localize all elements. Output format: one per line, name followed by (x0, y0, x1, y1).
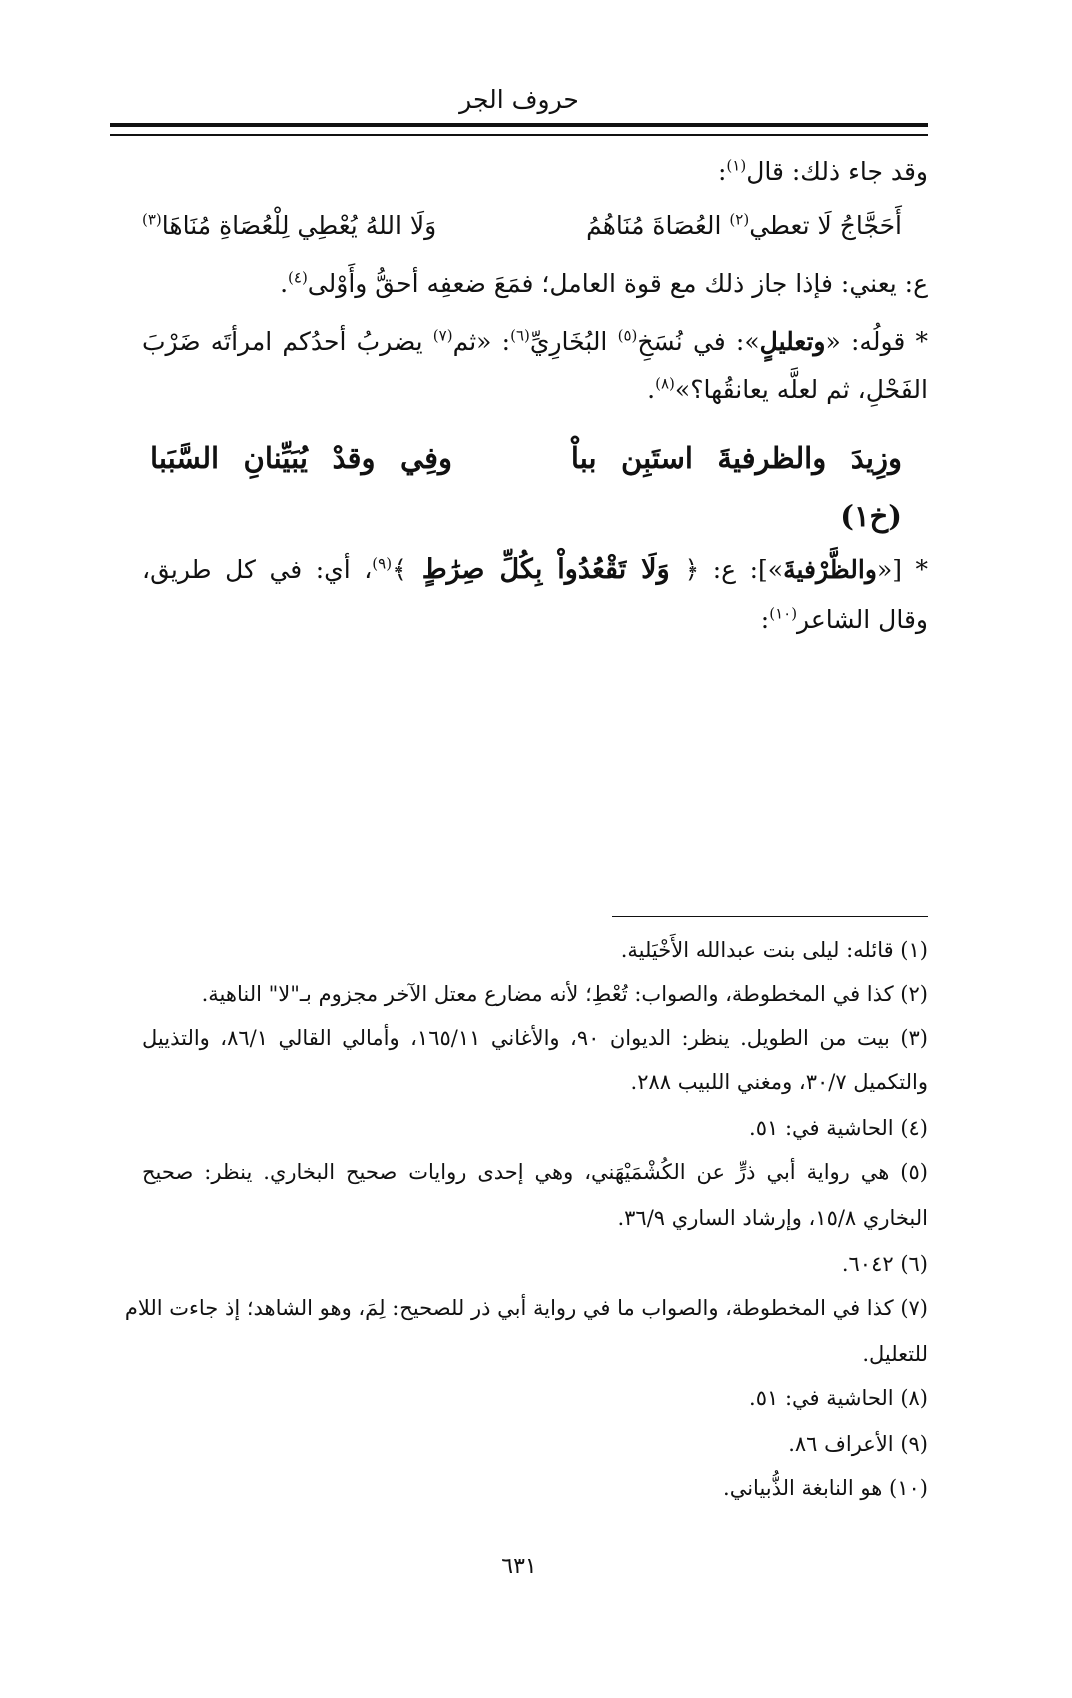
text: أَحَجَّاجُ لَا تعطي (749, 211, 902, 240)
footnote-ref[interactable]: (٨) (655, 374, 675, 393)
footnote-ref[interactable]: (١) (726, 156, 747, 175)
text: : (760, 605, 770, 634)
footnote-ref[interactable]: (٦) (510, 326, 530, 345)
text: . (280, 269, 289, 298)
footnote-separator (612, 916, 928, 917)
matn-word: استَبِن (621, 441, 693, 475)
verse-first-hemistich (586, 204, 902, 248)
matn-tag: (خ١) (840, 499, 902, 533)
text: الفَحْلِ، ثم لعلَّه يعانقُها؟» (674, 375, 928, 404)
footnote-3-line-2: والتكميل ٣٠/٧، ومغني اللبيب ٢٨٨. (630, 1070, 928, 1094)
footnote-ref[interactable]: (٥) (617, 326, 638, 345)
running-header: حروف الجر (459, 85, 579, 114)
text: يضربُ أحدُكم امرأتَه ضَرْبَ (142, 327, 433, 356)
matn-verse (150, 432, 902, 484)
footnote-10: (١٠) هو النابغة الذُّبياني. (723, 1476, 928, 1500)
page-number: ٦٣١ (501, 1554, 537, 1579)
text: : (717, 157, 727, 186)
matn-word: يُبَيِّنانِ (243, 441, 309, 475)
body-line-4 (142, 320, 928, 364)
keyword: والظَّرْفيةَ (783, 555, 877, 584)
body-line-3 (142, 262, 928, 306)
footnote-9: (٩) الأعراف ٨٦. (788, 1432, 928, 1456)
text: ع: يعني: فإذا جاز ذلك مع قوة العامل؛ فمَعَ ضعفِه أحقُّ وأَوْلى (307, 269, 928, 298)
body-line-8 (142, 548, 928, 592)
footnote-ref[interactable]: (٣) (142, 210, 162, 229)
matn-word: وقدْ (332, 441, 376, 475)
text: * [« (876, 555, 929, 584)
footnote-8: (٨) الحاشية في: ٥١. (749, 1386, 928, 1410)
text: وَلَا اللهُ يُعْطِي لِلْعُصَاةِ مُنَاهَا (161, 211, 437, 240)
matn-word: السَّبَبا (150, 441, 220, 475)
footnote-ref[interactable]: (١٠) (769, 604, 798, 623)
text: البُخَارِيِّ (529, 327, 618, 356)
matn-word: والظرفيةَ (717, 441, 827, 475)
text: وقال الشاعر (797, 605, 928, 634)
footnote-5-line-2: البخاري ١٥/٨، وإرشاد الساري ٣٦/٩. (617, 1206, 928, 1230)
body-line-1 (142, 150, 928, 194)
footnote-1: (١) قائله: ليلى بنت عبدالله الأَخْيَلية. (620, 938, 928, 962)
footnote-ref[interactable]: (٤) (288, 268, 308, 287)
text: ﴾ (392, 555, 407, 584)
footnote-2: (٢) كذا في المخطوطة، والصواب: تُعْطِ؛ لأنه مضارع معتل الآخر مجزوم بـ"لا" الناهية. (201, 982, 928, 1006)
footnote-7-line-2: للتعليل. (862, 1342, 928, 1366)
footnote-6: (٦) ٦٠٤٢. (841, 1252, 928, 1276)
footnote-7-line-1: (٧) كذا في المخطوطة، والصواب ما في رواية أبي ذر للصحيح: لِمَ، وهو الشاهد؛ إذ جاءت اللام (124, 1296, 928, 1320)
footnote-ref[interactable]: (٩) (372, 554, 393, 573)
text: : «ثم (452, 327, 511, 356)
matn-word: وفِي (399, 441, 453, 475)
matn-word: وزِيدَ (850, 441, 902, 475)
text: . (647, 375, 656, 404)
footnote-ref[interactable]: (٢) (729, 210, 750, 229)
footnote-5-line-1: (٥) هي رواية أبي ذرٍّ عن الكُشْمَيْهَني، وهي إحدى روايات صحيح البخاري. ينظر: صحيح (142, 1160, 928, 1184)
quran-verse: وَلَا تَقْعُدُواْ بِكُلِّ صِرَٰطٍ (406, 554, 685, 585)
header-rule-thick (110, 123, 928, 127)
text: »]: ع: ﴿ (684, 555, 784, 584)
text: * قولُه: « (825, 327, 929, 356)
poetry-verse-1 (142, 204, 902, 248)
header-rule-thin (110, 134, 928, 136)
keyword: وتعليلٍ (759, 327, 826, 356)
footnote-3-line-1: (٣) بيت من الطويل. ينظر: الديوان ٩٠، والأغاني ١٦٥/١١، وأمالي القالي ٨٦/١، والتذييل (142, 1026, 928, 1050)
text: »: في نُسَخِ (637, 327, 760, 356)
footnote-4: (٤) الحاشية في: ٥١. (749, 1116, 928, 1140)
footnote-ref[interactable]: (٧) (432, 326, 453, 345)
text: وقد جاء ذلك: قال (746, 157, 928, 186)
body-line-9 (142, 598, 928, 642)
body-line-5 (142, 368, 928, 412)
matn-word: بباْ (570, 441, 597, 475)
text: العُصَاةَ مُنَاهُمُ (586, 211, 730, 240)
hemistich-gap (476, 432, 546, 484)
verse-second-hemistich (142, 204, 436, 248)
text: ، أي: في كل طريق، (142, 555, 373, 584)
